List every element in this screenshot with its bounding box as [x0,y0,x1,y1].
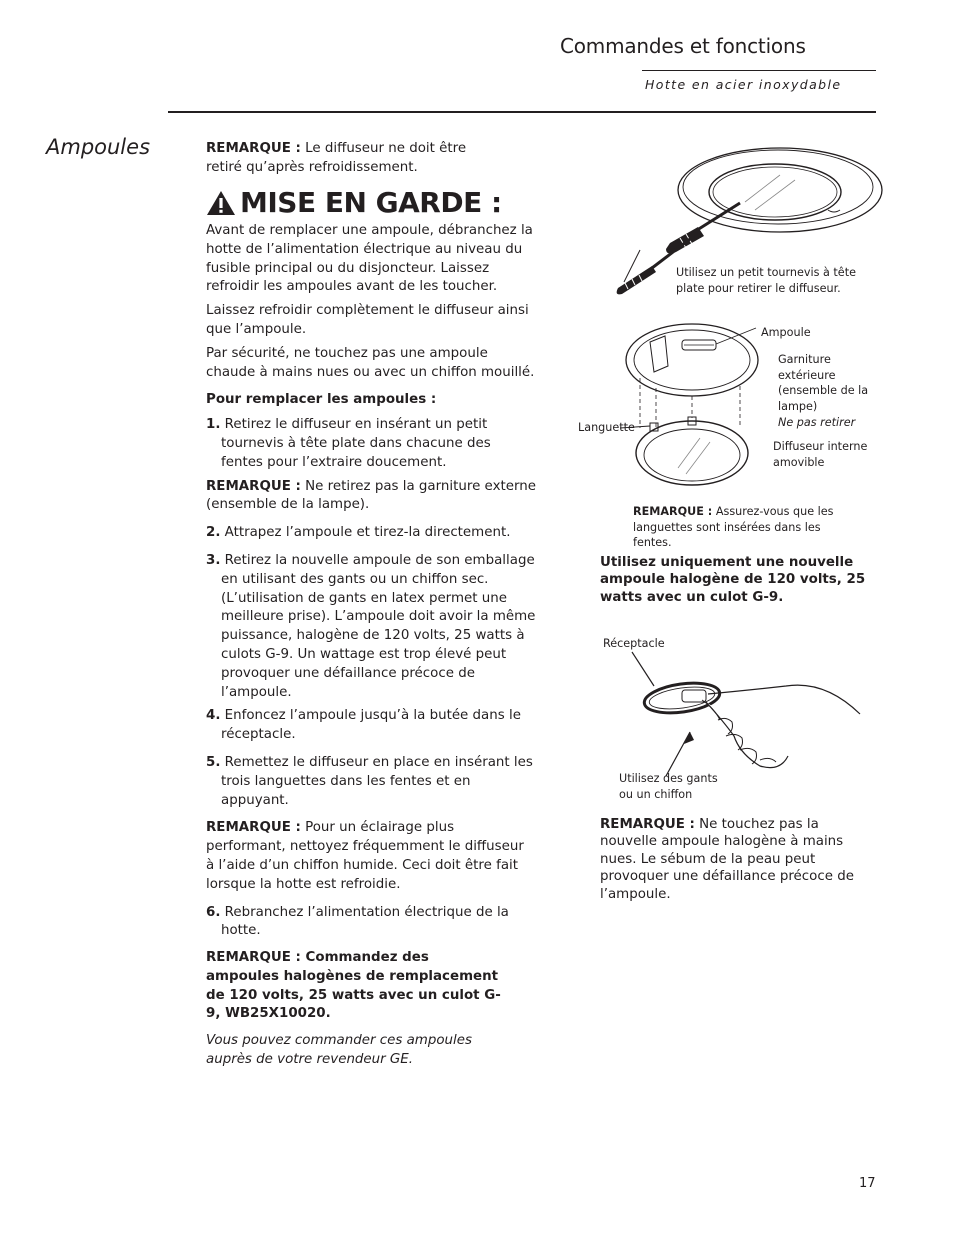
fig3-label-receptacle: Réceptacle [603,637,665,650]
step-3 [206,552,536,702]
step-text: Retirez la nouvelle ampoule de son emballage en utilisant des gants ou un chiffon sec. (L’utilisation de gants en latex permet une meilleure prise). L’ampoule doit avoir la même puissance, halogène de 120 volts, 25 watts à culots G-9. Un wattage est trop élevé peut provoquer une défaillance précoce de l’ampoule. [220,552,536,700]
step-number: 2. [206,525,221,541]
fig3-label-gants: Utilisez des gants ou un chiffon [619,772,718,801]
warning-para-3: Par sécurité, ne touchez pas une ampoule chaude à mains nues ou avec un chiffon mouillé. [206,345,535,380]
step-text: Attrapez l’ampoule et tirez-la directement. [220,525,511,541]
step-2 [206,524,536,543]
fig2-label-garniture: Garniture extérieure (ensemble de la lampe) [778,353,869,413]
step-5 [206,754,536,810]
note-label: REMARQUE : [633,505,713,518]
page-header-subtitle: Hotte en acier inoxydable [645,77,842,92]
header-divider [168,111,876,113]
fig1-caption: Utilisez un petit tournevis à tête plate pour retirer le diffuseur. [676,266,856,295]
step-1 [206,416,536,472]
step-note-1 [206,478,536,516]
step-number: 3. [206,552,221,568]
step-4 [206,707,536,745]
note-text: Pour un éclairage plus performant, nettoyez fréquemment le diffuseur à l’aide d’un chiffon humide. Ceci doit être fait lorsque la hotte est refroidie. [206,820,524,892]
dealer-note: Vous pouvez commander ces ampoules auprès de votre revendeur GE. [206,1033,472,1068]
page-number: 17 [859,1176,876,1191]
step-number: 5. [206,754,221,770]
note-text: Ne touchez pas la nouvelle ampoule halogène à mains nues. Le sébum de la peau peut provoquer une défaillance précoce de l’ampoule. [600,817,854,902]
note-text: Ne retirez pas la garniture externe (ensemble de la lampe). [206,478,536,513]
intro-note [206,140,506,178]
fig2-note [633,504,858,551]
note-label: REMARQUE : [206,141,301,156]
step-number: 4. [206,708,221,724]
step-text: Enfoncez l’ampoule jusqu’à la butée dans le réceptacle. [220,708,521,743]
fig2-label-ampoule: Ampoule [761,326,811,339]
fig2-label-diffuseur: Diffuseur interne amovible [773,440,868,469]
step-text: Rebranchez l’alimentation électrique de la hotte. [220,904,509,939]
step-text: Remettez le diffuseur en place en insérant les trois languettes dans les fentes et en appuyant. [220,754,533,808]
bulb-spec-note: Utilisez uniquement une nouvelle ampoule halogène de 120 volts, 25 watts avec un culot G-9. [600,555,866,605]
fig2-label-ne-pas-retirer: Ne pas retirer [778,416,856,429]
note-text: Assurez-vous que les languettes sont insérées dans les fentes. [633,505,834,550]
fig2-label-languette: Languette [578,421,635,434]
warning-body [206,222,536,1070]
step-6 [206,904,536,942]
note-label: REMARQUE : [206,478,301,494]
note-label: REMARQUE : [600,817,695,832]
warning-para-1: Avant de remplacer une ampoule, débranchez la hotte de l’alimentation électrique au niveau du fusible principal ou du disjoncteur. Laissez refroidir les ampoules avant de les toucher. [206,223,533,295]
step-number: 1. [206,417,221,433]
warning-heading [206,186,502,219]
order-note: REMARQUE : Commandez des ampoules halogènes de remplacement de 120 volts, 25 watts avec un culot G-9, WB25X10020. [206,950,501,1022]
warning-para-2: Laissez refroidir complètement le diffuseur ainsi que l’ampoule. [206,303,529,337]
header-rule [642,70,876,71]
steps-heading: Pour remplacer les ampoules : [206,392,437,408]
page-header-title: Commandes et fonctions [560,34,806,58]
note-text: Le diffuseur ne doit être retiré qu’après refroidissement. [206,141,467,175]
note-label: REMARQUE : [206,820,301,836]
step-number: 6. [206,904,221,920]
final-note [600,816,865,903]
section-title: Ampoules [46,135,151,159]
lamp-assembly-illustration [620,318,780,488]
warning-title: MISE EN GARDE : [240,186,502,219]
hand-bulb-illustration [610,650,870,780]
warning-triangle-icon [206,190,236,216]
step-note-2 [206,819,536,894]
step-text: Retirez le diffuseur en insérant un petit tournevis à tête plate dans chacune des fentes pour l’extraire doucement. [220,417,491,470]
